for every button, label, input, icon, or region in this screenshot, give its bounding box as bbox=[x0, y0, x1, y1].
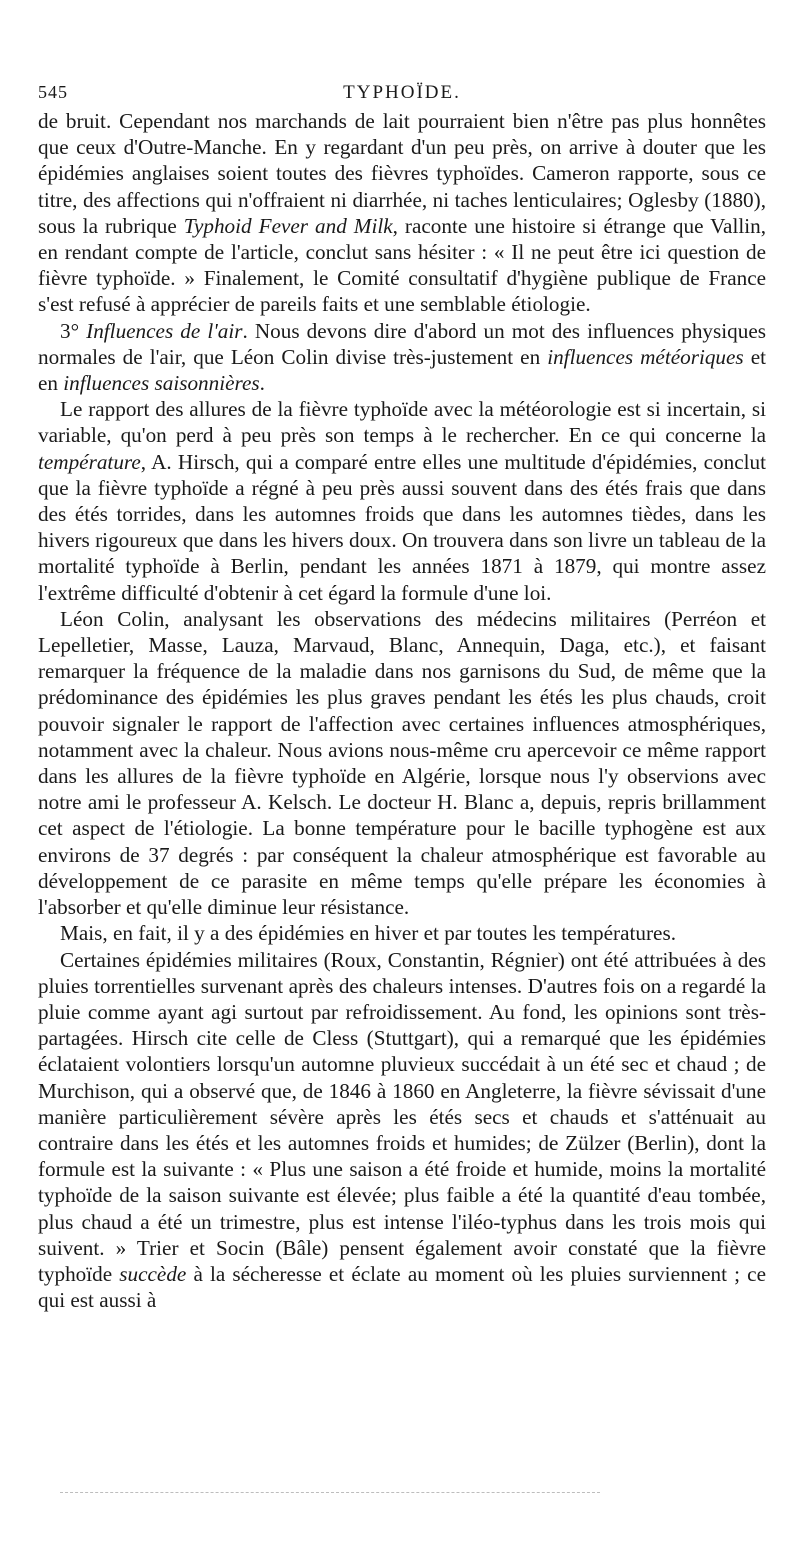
text-segment: à la sécheresse et éclate au moment où les pluies surviennent ; ce qui est aussi à bbox=[38, 1261, 766, 1313]
running-header bbox=[38, 80, 766, 108]
text-segment: de bruit. Cependant nos marchands de lait pourraient bien n'être pas plus honnêtes que ceux d'Outre-Manche. En y regardant d'un peu près, on arrive à douter que les épidémies anglaises soient toutes des fièvres typhoïdes. Cameron rapporte, sous ce titre, des affections qui n'offraient ni diarrhée, ni taches lenticulaires; Oglesby (1880), sous la rubrique bbox=[38, 109, 766, 238]
text-segment: . bbox=[259, 371, 265, 396]
footer-rule bbox=[60, 1492, 600, 1493]
section-number: 3° bbox=[60, 318, 87, 343]
paragraph bbox=[38, 108, 766, 318]
paragraph bbox=[38, 318, 766, 397]
paragraph bbox=[38, 920, 766, 946]
italic-term: influences météoriques bbox=[547, 344, 744, 369]
text-segment: Léon Colin, analysant les observations des médecins militaires (Perréon et Lepelletier, Masse, Lauza, Marvaud, Blanc, Annequin, Daga, etc.), et faisant remarquer la fréquence de la maladie dans nos garnisons du Sud, de même que la prédominance des épidémies les plus graves pendant les étés les plus chauds, croit pouvoir signaler le rapport de l'affection avec certaines influences atmosphériques, notamment avec la chaleur. Nous avions nous-même cru apercevoir ce même rapport dans les allures de la fièvre typhoïde en Algérie, lorsque nous l'y observions avec notre ami le professeur A. Kelsch. Le docteur H. Blanc a, depuis, repris brillamment cet aspect de l'étiologie. La bonne température pour le bacille typhogène est aux environs de 37 degrés : par conséquent la chaleur atmosphérique est favorable au développement de ce parasite en même temps qu'elle prépare les économies à l'absorber et qu'elle diminue leur résistance. bbox=[38, 606, 766, 920]
text-segment: Certaines épidémies militaires (Roux, Constantin, Régnier) ont été attribuées à des pluies torrentielles survenant après des chaleurs intenses. D'autres fois on a regardé la pluie comme ayant agi surtout par refroidissement. Au fond, les opinions sont très-partagées. Hirsch cite celle de Cless (Stuttgart), qui a remarqué que les épidémies éclataient volontiers lorsqu'un automne pluvieux succédait à un été sec et chaud ; de Murchison, qui a observé que, de 1846 à 1860 en Angleterre, la fièvre sévissait d'une manière particulièrement sévère après les étés secs et chauds et s'atténuait au contraire dans les étés et les automnes froids et humides; de Zülzer (Berlin), dont la formule est la suivante : « Plus une saison a été froide et humide, moins la mortalité typhoïde de la saison suivante est élevée; plus faible a été la quantité d'eau tombée, plus chaud a été un trimestre, plus est intense l'iléo-typhus dans les trois mois qui suivent. » Trier et Socin (Bâle) pensent également avoir constaté que la fièvre typhoïde bbox=[38, 947, 766, 1286]
text-segment: , raconte une histoire si étrange que Vallin, en rendant compte de l'article, conclut sans hésiter : « Il ne peut être ici question de fièvre typhoïde. » Finalement, le Comité consultatif d'hygiène publique de France s'est refusé à apprécier de pareils faits et une semblable étiologie. bbox=[38, 213, 767, 317]
italic-title-segment: Typhoid Fever and Milk bbox=[183, 213, 393, 238]
page-number: 545 bbox=[38, 82, 68, 102]
running-title: TYPHOÏDE. bbox=[343, 82, 461, 103]
text-segment: Mais, en fait, il y a des épidémies en hiver et par toutes les températures. bbox=[60, 921, 676, 946]
document-page bbox=[38, 80, 766, 1313]
italic-term: température bbox=[38, 449, 141, 474]
text-segment: et en bbox=[38, 344, 766, 396]
section-heading: Influences de l'air bbox=[86, 318, 243, 343]
text-segment: , A. Hirsch, qui a comparé entre elles une multitude d'épidémies, conclut que la fièvre typhoïde a régné à peu près aussi souvent dans des étés frais que dans des étés torrides, dans les automnes froids que dans les automnes tièdes, dans les hivers rigoureux que dans les hivers doux. On trouvera dans son livre un tableau de la mortalité typhoïde à Berlin, pendant les années 1871 à 1879, qui montre assez l'extrême difficulté d'obtenir à cet égard la formule d'une loi. bbox=[38, 449, 766, 605]
italic-term: succède bbox=[119, 1261, 187, 1286]
paragraph bbox=[38, 396, 766, 606]
italic-term: influences saisonnières bbox=[63, 371, 260, 396]
text-segment: . Nous devons dire d'abord un mot des influences physiques normales de l'air, que Léon Colin divise très-justement en bbox=[38, 318, 766, 369]
text-segment: Le rapport des allures de la fièvre typhoïde avec la météorologie est si incertain, si variable, qu'on perd à peu près son temps à le rechercher. En ce qui concerne la bbox=[38, 397, 766, 448]
paragraph bbox=[38, 947, 766, 1314]
paragraph bbox=[38, 606, 766, 920]
body-text bbox=[38, 108, 766, 1313]
